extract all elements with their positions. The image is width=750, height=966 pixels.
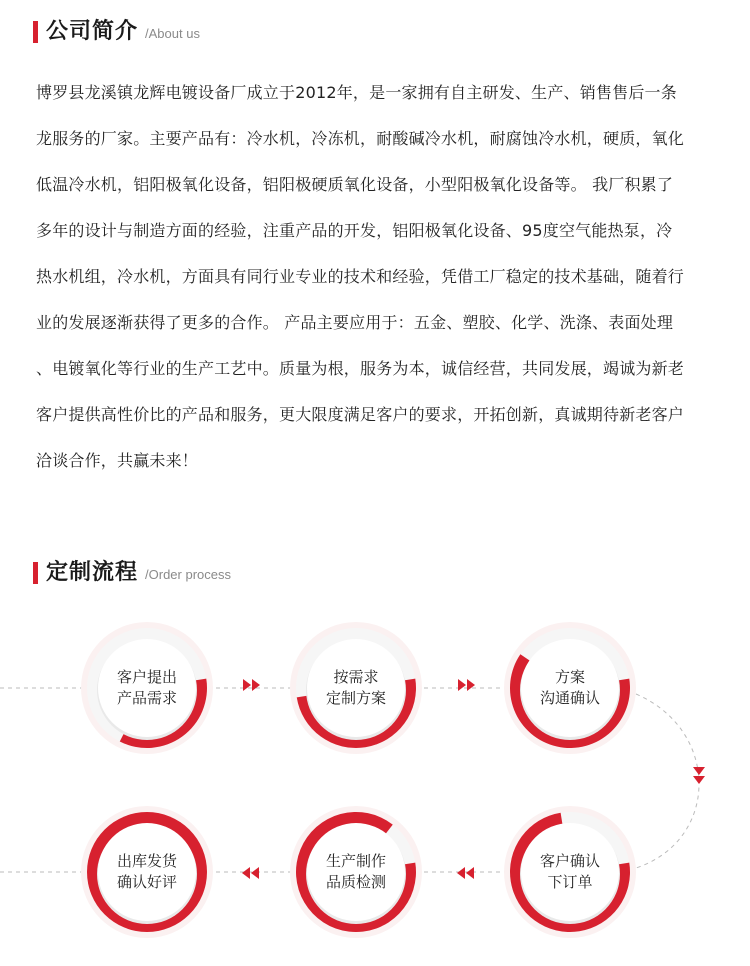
arrow-head	[466, 867, 474, 879]
arrow-head	[252, 679, 260, 691]
intro-line: 业的发展逐渐获得了更多的合作。 产品主要应用于：五金、塑胶、化学、洗涤、表面处理	[36, 313, 674, 332]
process-step-label	[296, 667, 416, 709]
process-step-label	[510, 851, 630, 893]
intro-line: 多年的设计与制造方面的经验，注重产品的开发，铝阳极氧化设备、95度空气能热泵，冷	[36, 221, 673, 240]
title-accent-bar	[33, 21, 38, 43]
title-accent-bar	[33, 562, 38, 584]
step-label-line: 下订单	[547, 873, 593, 891]
intro-line: 客户提供高性价比的产品和服务，更大限度满足客户的要求，开拓创新，真诚期待新老客户	[36, 405, 685, 424]
arrow-head	[458, 679, 466, 691]
step-label-line: 沟通确认	[539, 689, 600, 707]
arrow-head	[251, 867, 259, 879]
arrow-head	[457, 867, 465, 879]
arrow-head	[242, 867, 250, 879]
step-label-line: 生产制作	[325, 852, 386, 870]
process-step-label	[296, 851, 416, 893]
intro-line: 龙服务的厂家。主要产品有：冷水机，冷冻机，耐酸碱冷水机，耐腐蚀冷水机，硬质，氧化	[36, 129, 685, 148]
about-subtitle: /About us	[145, 26, 200, 41]
arrow-head	[693, 767, 705, 775]
about-title: 公司简介	[46, 19, 139, 44]
arrow-head	[243, 679, 251, 691]
step-label-line: 客户确认	[539, 852, 600, 870]
dashed-curve-connector	[636, 694, 699, 868]
double-arrow-icon	[457, 867, 474, 879]
step-label-line: 确认好评	[116, 873, 177, 891]
step-label-line: 产品需求	[116, 689, 177, 707]
intro-line: 博罗县龙溪镇龙辉电镀设备厂成立于2012年，是一家拥有自主研发、生产、销售售后一条	[36, 83, 677, 102]
intro-line: 低温冷水机，铝阳极氧化设备，铝阳极硬质氧化设备，小型阳极氧化设备等。 我厂积累了	[36, 175, 674, 194]
order-section-title	[33, 560, 231, 586]
process-step-label	[87, 667, 207, 709]
step-label-line: 按需求	[333, 668, 379, 686]
process-step-label	[87, 851, 207, 893]
order-process-diagram	[0, 600, 750, 966]
double-arrow-icon	[242, 867, 259, 879]
intro-line: 热水机组，冷水机，方面具有同行业专业的技术和经验，凭借工厂稳定的技术基础，随着行	[36, 267, 685, 286]
step-label-line: 客户提出	[116, 668, 177, 686]
arrow-head	[693, 776, 705, 784]
double-arrow-icon	[458, 679, 475, 691]
about-section-title	[33, 19, 200, 45]
step-label-line: 品质检测	[325, 873, 386, 891]
company-intro	[36, 70, 720, 484]
double-arrow-icon	[243, 679, 260, 691]
step-label-line: 定制方案	[325, 689, 386, 707]
step-label-line: 出库发货	[116, 852, 177, 870]
step-label-line: 方案	[554, 668, 585, 686]
intro-line: 、电镀氧化等行业的生产工艺中。质量为根，服务为本，诚信经营，共同发展，竭诚为新老	[36, 359, 685, 378]
order-subtitle: /Order process	[145, 567, 231, 582]
order-title: 定制流程	[46, 560, 139, 585]
arrow-head	[467, 679, 475, 691]
intro-line: 洽谈合作，共赢未来！	[36, 451, 199, 470]
process-step-label	[510, 667, 630, 709]
